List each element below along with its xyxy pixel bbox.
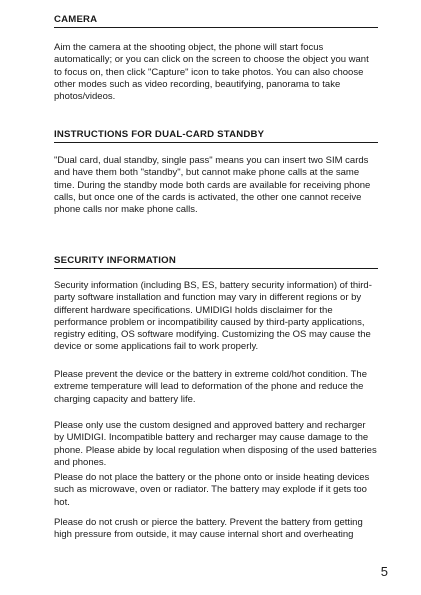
dual-card-section-heading: INSTRUCTIONS FOR DUAL-CARD STANDBY [54,129,378,143]
camera-section-heading: CAMERA [54,14,378,28]
dual-card-body: "Dual card, dual standby, single pass" means you can insert two SIM cards and have them both "standby", but cannot make phone calls at the same time. During the standby mode both cards are available for receiving phone calls, but once one of the cards is activated, the other one cannot receive phone calls nor make phone calls. [54,155,371,216]
security-section-heading: SECURITY INFORMATION [54,255,378,269]
security-paragraph-4: Please do not place the battery or the phone onto or inside heating devices such as microwave, oven or radiator. The battery may explode if it gets too hot. [54,472,370,508]
page-number: 5 [380,564,388,579]
security-paragraph-3: Please only use the custom designed and approved battery and recharger by UMIDIGI. Incompatible battery and recharger may cause damage to the phone. Please abide by local regulation when disposing of the used batteries and phones. [54,420,377,468]
security-paragraph-1: Security information (including BS, ES, battery security information) of third-party software installation and function may vary in different regions or by different hardware specifications. UMIDIGI holds disclaimer for the performance problem or incompatibility caused by third-party applications, registry editing, OS software modifying. Customizing the OS may cause the device or some applications fail to work properly. [54,280,372,353]
security-paragraph-5: Please do not crush or pierce the battery. Prevent the battery from getting high pressure from outside, it may cause internal short and overheating [54,517,363,541]
camera-body: Aim the camera at the shooting object, the phone will start focus automatically; or you can click on the screen to choose the object you want to focus on, then click "Capture" icon to take photos. You can also choose other modes such as video recording, beautifying, panorama to take photos/videos. [54,42,369,103]
security-paragraph-2: Please prevent the device or the battery in extreme cold/hot condition. The extreme temperature will lead to deformation of the phone and reduce the charging capacity and battery life. [54,369,367,405]
